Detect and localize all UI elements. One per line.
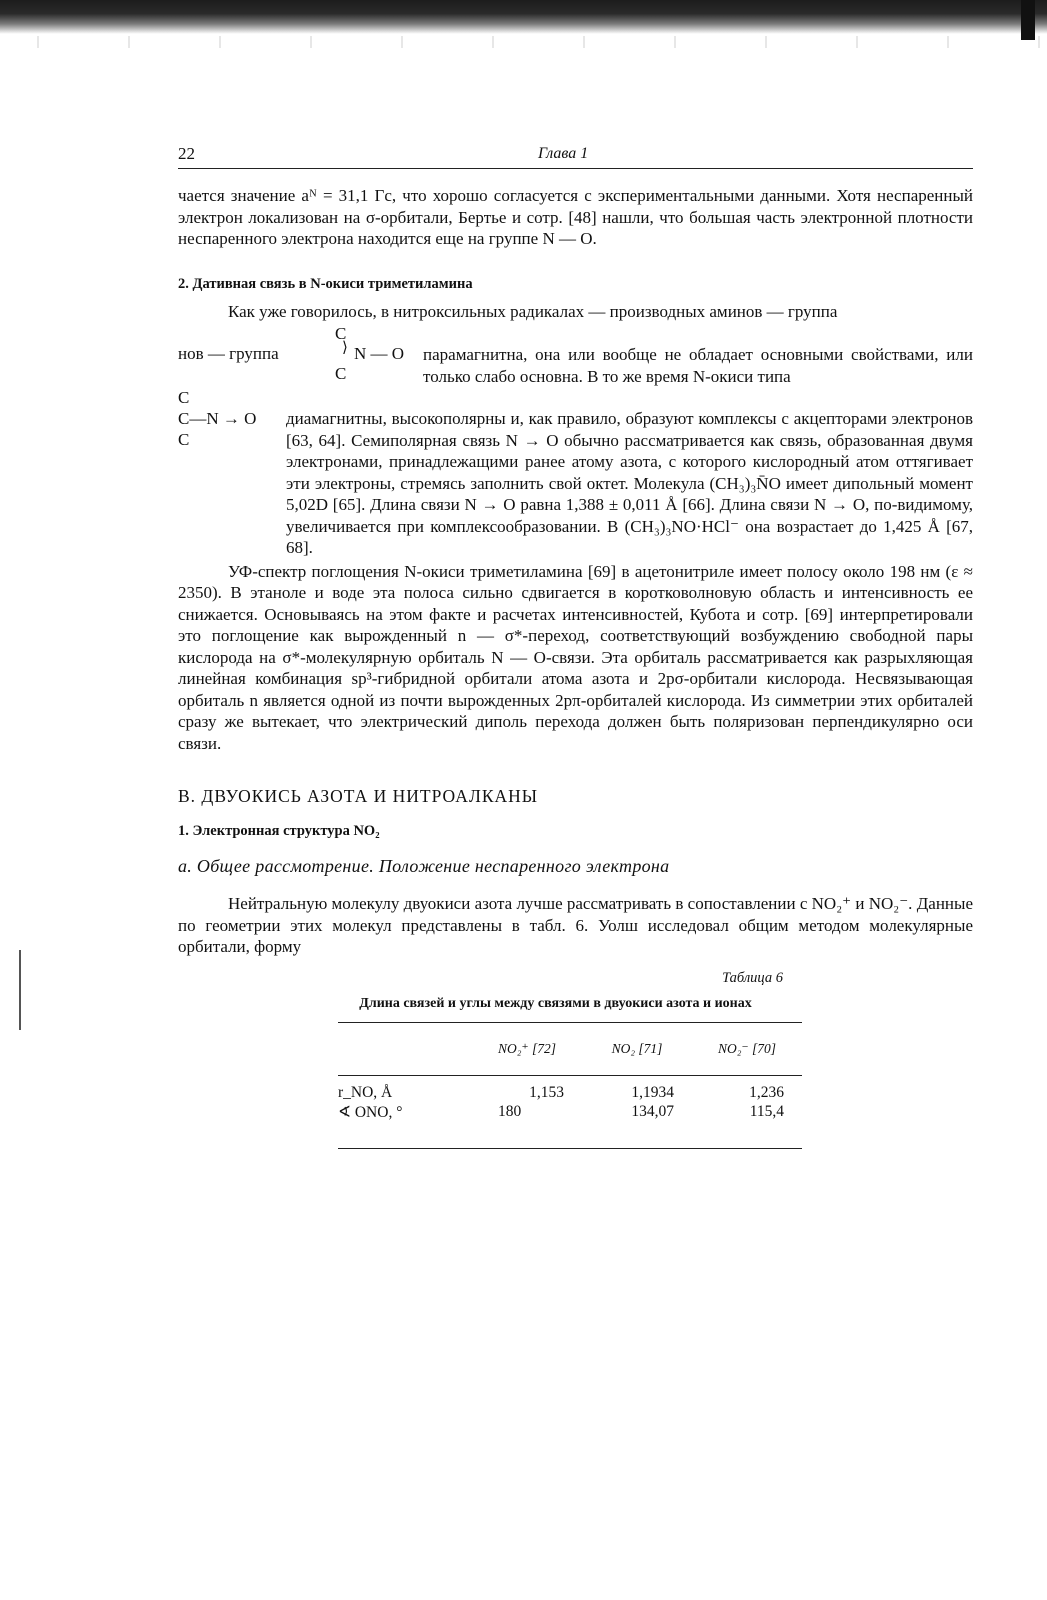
table-column-header: NO₂⁻ [70]: [718, 1040, 776, 1056]
chem-n-o: N — O: [354, 344, 405, 363]
paragraph-dative-1b: парамагнитна, она или вообще не обладает основными свойствами, или только слабо основна. В то же время N-окиси типа: [423, 345, 973, 386]
running-head: [178, 140, 973, 169]
table-caption: Длина связей и углы между связями в двуокиси азота и ионах: [359, 995, 752, 1011]
paragraph-dative-1: Как уже говорилось, в нитроксильных радикалах — производных аминов — группа: [228, 301, 838, 321]
paragraph-dative-2: диамагнитны, высокополярны и, как правило, образуют комплексы с акцепторами электронов [63, 64]. Семиполярная связь N → O обычно рассматривается как связь, образованная двумя электронами, принадлежащими ранее атому азота, с которого кислородный атом оттягивает эти электроны, стремясь заполнить свой октет. Молекула (CH₃)₃N̄O имеет дипольный момент 5,02D [65]. Длина связи N → O равна 1,388 ± 0,011 Å [66]. Длина связи N → O, по-видимому, увеличивается при комплексообразовании. В (CH₃)₃NO·HCl⁻ она возрастает до 1,425 Å [67, 68].: [286, 409, 973, 557]
scan-edge-shadow: [0, 0, 1047, 34]
data-table: [338, 1022, 802, 1149]
table-row: r_NO, Å 1,153 1,1934 1,236: [338, 1083, 784, 1101]
paragraph-uv-spectrum: УФ-спектр поглощения N-окиси триметиламина [69] в ацетонитриле имеет полосу около 198 нм (ε ≈ 2350). В этаноле и воде эта полоса сильно сдвигается в коротковолновую область и интенсивность ее снижается. Основываясь на этом факте и расчетах интенсивностей, Кубота и сотр. [69] интерпретировали это поглощение как вырожденный n — σ*-переход, соответствующий возбуждению свободной пары кислорода на σ*-молекулярную орбиталь N — O-связи. Эта орбиталь рассматривается как разрыхляющая линейная комбинация sp³-гибридной орбитали атома азота и 2pσ-орбитали кислорода. Несвязывающая орбиталь n является одной из почти вырожденных 2pπ-орбиталей кислорода. Из симметрии этих орбиталей сразу же вытекает, что электрический диполь перехода должен быть поляризован перпендикулярно оси связи.: [178, 561, 973, 753]
scan-noise: [0, 36, 1047, 48]
chapter-title: Глава 1: [538, 145, 589, 162]
book-page: [178, 140, 973, 1149]
section-heading-1: 1. Электронная структура NO₂: [178, 823, 380, 839]
page-number: 22: [178, 144, 195, 163]
section-heading-b: В. ДВУОКИСЬ АЗОТА И НИТРОАЛКАНЫ: [178, 786, 539, 806]
scan-margin-mark: [19, 950, 21, 1030]
paragraph-no2: Нейтральную молекулу двуокиси азота лучше рассматривать в сопоставлении с NO₂⁺ и NO₂⁻. Данные по геометрии этих молекул представлены в табл. 6. Уолш исследовал общим методом молекулярные орбитали, форму: [178, 894, 973, 956]
chem-structure-group: C нов — группа ⟩ N — O C: [178, 324, 405, 383]
table-row: ∢ ONO, ° 180 134,07 115,4: [338, 1102, 784, 1121]
table-label: Таблица 6: [722, 969, 783, 986]
subsection-heading-a: а. Общее рассмотрение. Положение неспаренного электрона: [178, 856, 670, 876]
table-header-row: [338, 1023, 802, 1076]
paragraph-intro: чается значение aᴺ = 31,1 Гс, что хорошо согласуется с экспериментальными данными. Хотя неспаренный электрон локализован на σ-орбитали, Бертье и сотр. [48] нашли, что большая часть электронной плотности неспаренного электрона находится еще на группе N — O.: [178, 186, 973, 248]
table-column-header: NO₂ [71]: [611, 1040, 663, 1056]
section-heading-2: 2. Дативная связь в N-окиси триметиламина: [178, 275, 473, 292]
table-column-header: NO₂⁺ [72]: [498, 1040, 556, 1056]
chem-structure-n-oxide: C C—N → O C: [178, 388, 257, 449]
